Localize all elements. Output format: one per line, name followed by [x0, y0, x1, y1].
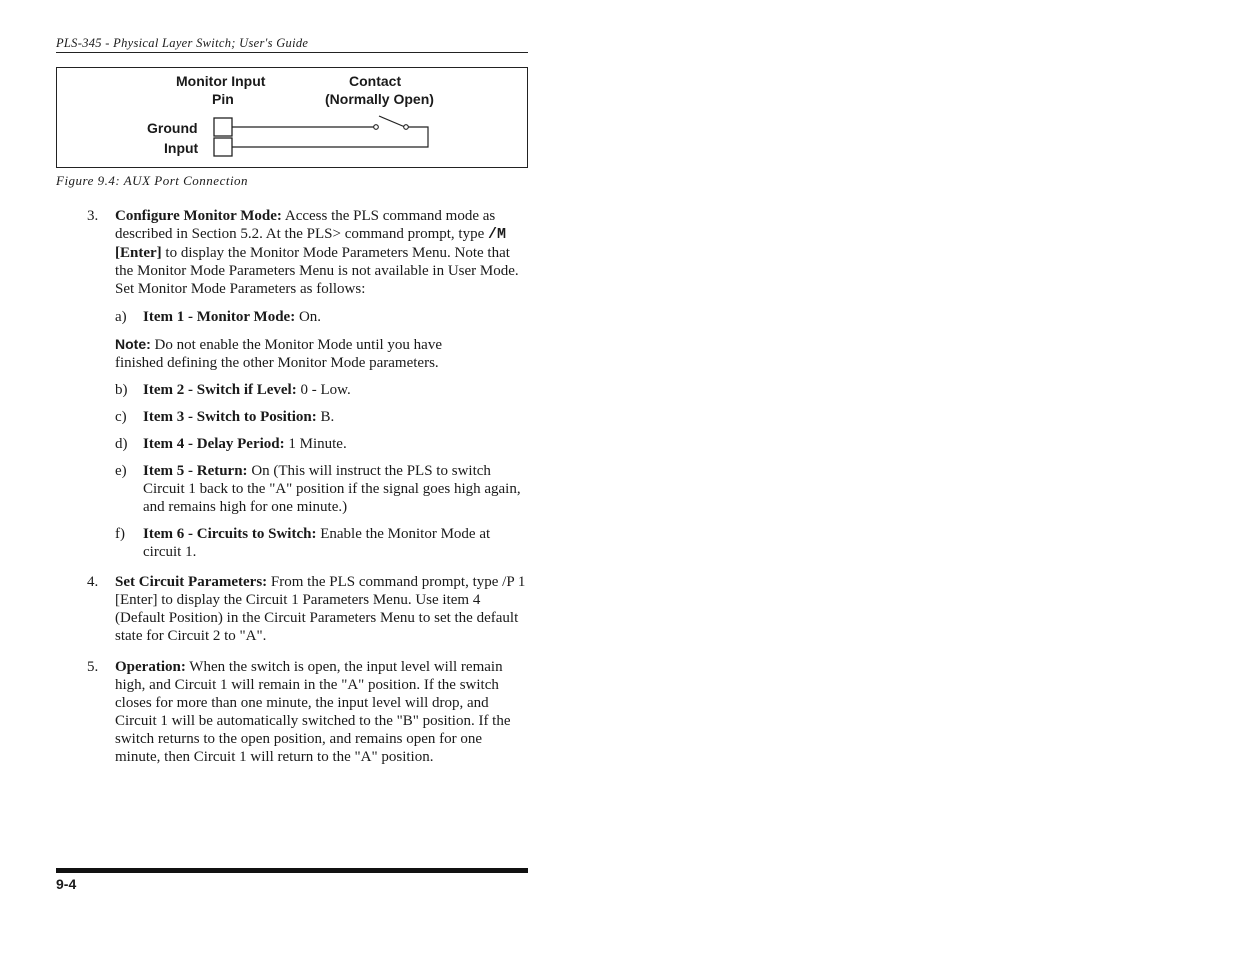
substep-text: 0 - Low.	[296, 382, 351, 398]
step-3	[56, 207, 528, 298]
step-title: Configure Monitor Mode:	[115, 208, 282, 224]
step-5	[56, 658, 528, 766]
figure-row-input: Input	[164, 140, 199, 156]
substep-title: Item 5 - Return:	[143, 463, 248, 479]
figure-caption: Figure 9.4: AUX Port Connection	[56, 173, 249, 188]
substep-title: Item 2 - Switch if Level:	[143, 382, 297, 398]
step-number: 4.	[87, 574, 99, 590]
substep-text: On (This will instruct the PLS to switch Circuit 1 back to the "A" position if the signal goes high again, and remains high for one minute.)	[143, 463, 521, 515]
step-text: When the switch is open, the input level will remain high, and Circuit 1 will remain in the "A" position. If the switch closes for more than one minute, the input level will drop, and Circuit 1 will be automatically switched to the "B" position. If the switch returns to the open position, and remains open for one minute, then Circuit 1 will return to the "A" position.	[115, 659, 511, 765]
substep-text: Enable the Monitor Mode at circuit 1.	[143, 526, 491, 560]
footer-rule	[56, 868, 528, 873]
input-wire	[232, 127, 428, 147]
substep-letter: a)	[115, 309, 127, 325]
substep-text: B.	[316, 409, 335, 425]
page-number: 9-4	[56, 876, 77, 892]
enter-key-text: [Enter]	[115, 245, 162, 261]
substep-text: On.	[295, 309, 322, 325]
substep-a	[56, 308, 528, 326]
figure-col1-line1: Monitor Input	[176, 73, 266, 89]
figure-col1-line2: Pin	[212, 91, 234, 107]
note-text: Do not enable the Monitor Mode until you have finished defining the other Monitor Mode parameters.	[115, 337, 442, 371]
substep-title: Item 6 - Circuits to Switch:	[143, 526, 317, 542]
substep-b	[56, 381, 528, 399]
step-4	[56, 573, 528, 645]
note-label: Note:	[115, 336, 151, 352]
substep-f	[56, 525, 528, 561]
substep-letter: e)	[115, 463, 127, 479]
substep-c	[56, 408, 528, 426]
substep-title: Item 1 - Monitor Mode:	[143, 309, 296, 325]
input-pin-box	[214, 138, 232, 156]
substep-title: Item 3 - Switch to Position:	[143, 409, 317, 425]
substep-letter: c)	[115, 409, 127, 425]
command-text: /M	[488, 226, 507, 243]
substep-letter: b)	[115, 382, 128, 398]
contact-terminal-right	[404, 125, 409, 130]
step-title: Set Circuit Parameters:	[115, 574, 268, 590]
page-header: PLS-345 - Physical Layer Switch; User's Guide	[56, 36, 528, 53]
procedure-steps	[56, 207, 528, 776]
substep-letter: d)	[115, 436, 128, 452]
contact-circuit-diagram	[57, 68, 527, 167]
substep-text: 1 Minute.	[284, 436, 347, 452]
substep-e	[56, 462, 528, 516]
figure-col2-line2: (Normally Open)	[325, 91, 434, 107]
substep-letter: f)	[115, 526, 125, 542]
note-block	[56, 335, 475, 372]
step-title: Operation:	[115, 659, 186, 675]
step-number: 5.	[87, 659, 99, 675]
substep-d	[56, 435, 528, 453]
step-text-cont: to display the Monitor Mode Parameters Menu. Note that the Monitor Mode Parameters Menu is not available in User Mode. Set Monitor Mode Parameters as follows:	[115, 245, 519, 297]
ground-pin-box	[214, 118, 232, 136]
step-text: From the PLS command prompt, type /P 1 [Enter] to display the Circuit 1 Parameters Menu. Use item 4 (Default Position) in the Circuit Parameters Menu to set the default state for Circuit 2 to "A".	[115, 574, 526, 644]
figure-row-ground: Ground	[147, 120, 198, 136]
figure-col2-line1: Contact	[349, 73, 402, 89]
substep-title: Item 4 - Delay Period:	[143, 436, 285, 452]
step-text: Access the PLS command mode as described in Section 5.2. At the PLS> command prompt, type	[115, 208, 496, 242]
step-number: 3.	[87, 208, 99, 224]
switch-lever	[379, 116, 405, 127]
aux-port-figure	[56, 67, 528, 168]
contact-terminal-left	[374, 125, 379, 130]
